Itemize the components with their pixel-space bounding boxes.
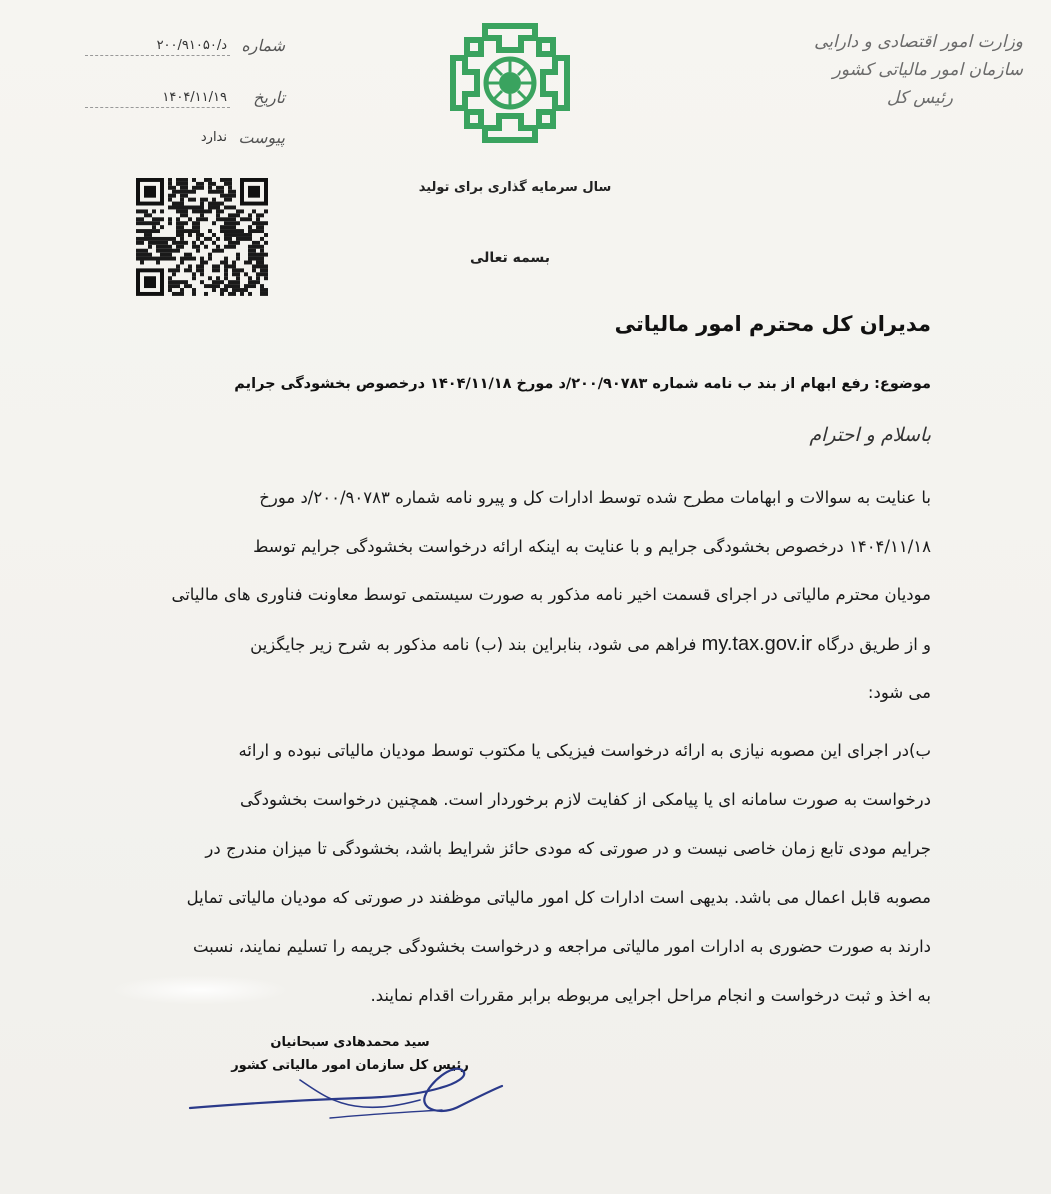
ministry-line-2: سازمان امور مالیاتی کشور	[832, 60, 1023, 80]
tax-organization-logo-icon	[445, 18, 575, 148]
paragraph-1-line-5: می شود:	[867, 683, 931, 703]
attachment-value: ندارد	[200, 130, 227, 145]
paragraph-1-line-3: مودیان محترم مالیاتی در اجرای قسمت اخیر نامه مذکور به صورت سیستمی توسط معاونت فناوری های مالیاتی	[171, 585, 931, 605]
attachment-label: پیوست	[238, 128, 285, 147]
paragraph-2-line-4: مصوبه قابل اعمال می باشد. بدیهی است ادارات کل امور مالیاتی موظفند در صورتی که مودیان مالیاتی تمایل	[186, 888, 931, 907]
paragraph-1-line-4-a: و از طریق درگاه	[817, 634, 931, 654]
paragraph-2-line-1: ب)در اجرای این مصوبه نیازی به ارائه درخواست فیزیکی یا مکتوب توسط مودیان مالیاتی نبوده و ارائه	[238, 741, 931, 760]
paragraph-2-line-3: جرایم مودی تابع زمان خاصی نیست و در صورتی که مودی حائز شرایط باشد، بخشودگی تا میزان مندرج در	[205, 839, 931, 858]
paragraph-1	[116, 474, 931, 718]
date-label: تاریخ	[253, 88, 285, 107]
subject-line: موضوع: رفع ابهام از بند ب نامه شماره ۲۰۰/۹۰۷۸۳/د مورخ ۱۴۰۴/۱۱/۱۸ درخصوص بخشودگی جرایم	[234, 376, 931, 392]
number-value: د/۲۰۰/۹۱۰۵۰	[156, 38, 227, 53]
redaction-smudge	[110, 975, 290, 1005]
qr-code-icon	[136, 178, 268, 296]
signer-name: سید محمدهادی سبحانیان	[270, 1035, 430, 1050]
ministry-line-1: وزارت امور اقتصادی و دارایی	[814, 32, 1023, 52]
handwritten-signature-icon	[180, 1060, 510, 1130]
date-line	[85, 107, 230, 108]
year-slogan: سال سرمایه گذاری برای تولید	[418, 180, 612, 195]
letter-number-row	[85, 36, 285, 62]
number-label: شماره	[241, 36, 285, 55]
paragraph-1-line-1: با عنایت به سوالات و ابهامات مطرح شده توسط ادارات کل و پیرو نامه شماره ۲۰۰/۹۰۷۸۳/د مورخ	[259, 488, 931, 507]
salutation: مدیران کل محترم امور مالیاتی	[614, 312, 931, 336]
date-value: ۱۴۰۴/۱۱/۱۹	[162, 90, 227, 105]
letter-date-row	[85, 88, 285, 114]
paragraph-1-line-4	[116, 620, 931, 670]
letter-attachment-row	[85, 128, 285, 154]
paragraph-1-line-2: ۱۴۰۴/۱۱/۱۸ درخصوص بخشودگی جرایم و با عنایت به اینکه ارائه درخواست بخشودگی جرایم توسط	[253, 536, 931, 556]
paragraph-2-line-2: درخواست به صورت سامانه ای یا پیامکی از کفایت لازم برخوردار است. همچنین درخواست بخشودگی	[240, 790, 931, 809]
paragraph-2-line-5: دارند به صورت حضوری به ادارات امور مالیاتی مراجعه و درخواست بخشودگی جریمه را تسلیم نمایند، نسبت	[192, 937, 931, 956]
ministry-line-3: رئیس کل	[886, 88, 953, 108]
greeting: باسلام و احترام	[809, 424, 931, 446]
paragraph-1-line-4-b: فراهم می شود، بنابراین بند (ب) نامه مذکور به شرح زیر جایگزین	[250, 634, 697, 654]
paragraph-2-line-6: به اخذ و ثبت درخواست و انجام مراحل اجرایی مربوطه برابر مقررات اقدام نمایند.	[370, 986, 931, 1005]
ministry-header	[763, 28, 1023, 112]
bismillah-heading: بسمه تعالی	[469, 250, 551, 266]
signer-title: رئیس کل سازمان امور مالیاتی کشور	[231, 1058, 469, 1073]
number-line	[85, 55, 230, 56]
portal-url-link[interactable]: my.tax.gov.ir	[701, 632, 813, 655]
